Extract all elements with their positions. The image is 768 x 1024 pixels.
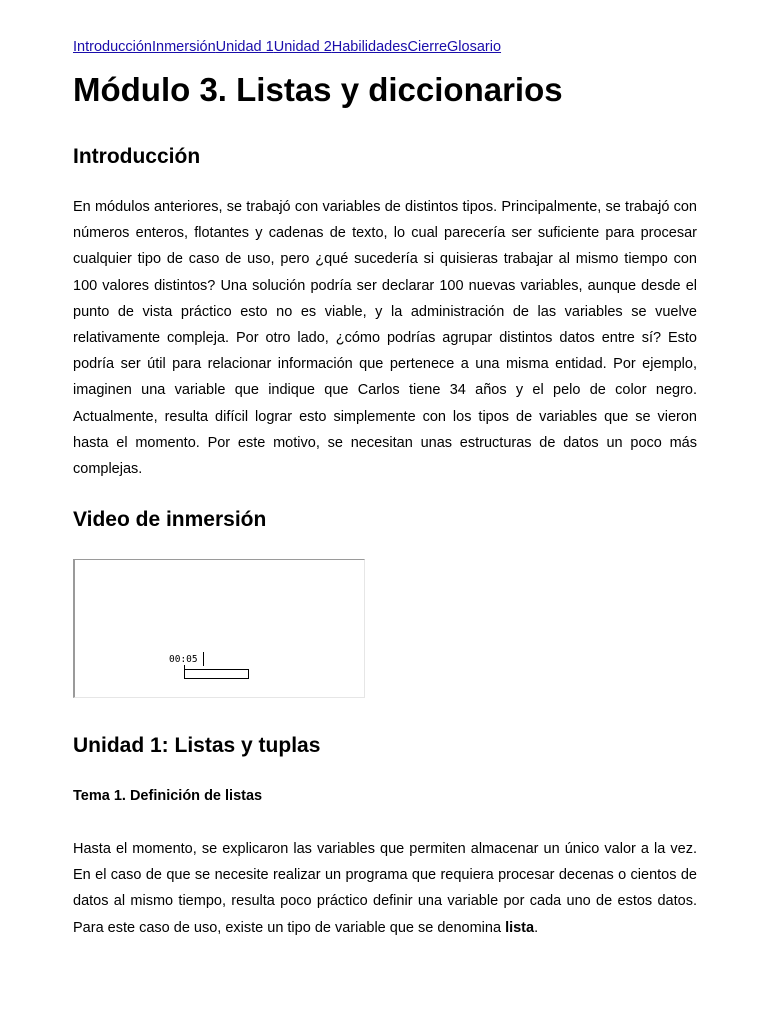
nav-link-unidad-1[interactable]: Unidad 1 (215, 39, 274, 55)
nav-link-glosario[interactable]: Glosario (447, 39, 502, 55)
video-playhead-marker (203, 652, 204, 666)
nav-link-cierre[interactable]: Cierre (407, 39, 448, 55)
unit1-paragraph-bold-term: lista (505, 919, 535, 936)
intro-heading: Introducción (73, 145, 201, 168)
unit1-paragraph (73, 836, 697, 941)
nav-link-unidad-2[interactable]: Unidad 2 (273, 39, 332, 55)
page-title: Módulo 3. Listas y diccionarios (73, 71, 563, 108)
nav-link-habilidades[interactable]: Habilidades (331, 39, 408, 55)
video-heading: Video de inmersión (73, 508, 267, 531)
unit1-paragraph-end: . (534, 919, 539, 936)
unit1-paragraph-text: Hasta el momento, se explicaron las variables que permiten almacenar un único valor a la vez. En el caso de que se necesite realizar un programa que requiera procesar decenas o cientos de datos al mismo tiempo, resulta poco práctico definir una variable por cada uno de estos datos. Para este caso de uso, existe un tipo de variable que se denomina (73, 841, 697, 936)
module-nav (73, 38, 501, 56)
video-timestamp: 00:05 (169, 654, 198, 665)
unit1-heading: Unidad 1: Listas y tuplas (73, 734, 321, 757)
intro-paragraph: En módulos anteriores, se trabajó con variables de distintos tipos. Principalmente, se trabajó con números enteros, flotantes y cadenas de texto, lo cual parecería ser suficiente para procesar cualquier tipo de caso de uso, pero ¿qué sucedería si quisieras trabajar al mismo tiempo con 100 valores distintos? Una solución podría ser declarar 100 nuevas variables, aunque desde el punto de vista práctico esto no es viable, y la administración de las variables se vuelve relativamente compleja. Por otro lado, ¿cómo podrías agrupar distintos datos entre sí? Esto podría ser útil para relacionar información que pertenece a una misma entidad. Por ejemplo, imaginen una variable que indique que Carlos tiene 34 años y el pelo de color negro. Actualmente, resulta difícil lograr esto simplemente con los tipos de variables que se vieron hasta el momento. Por este motivo, se necesitan unas estructuras de datos un poco más complejas. (73, 199, 697, 478)
nav-link-introduccion[interactable]: Introducción (73, 39, 152, 55)
video-player[interactable] (73, 559, 365, 698)
topic-heading: Tema 1. Definición de listas (73, 788, 263, 804)
video-progress-bar[interactable] (184, 669, 249, 679)
nav-link-inmersion[interactable]: Inmersión (152, 39, 216, 55)
